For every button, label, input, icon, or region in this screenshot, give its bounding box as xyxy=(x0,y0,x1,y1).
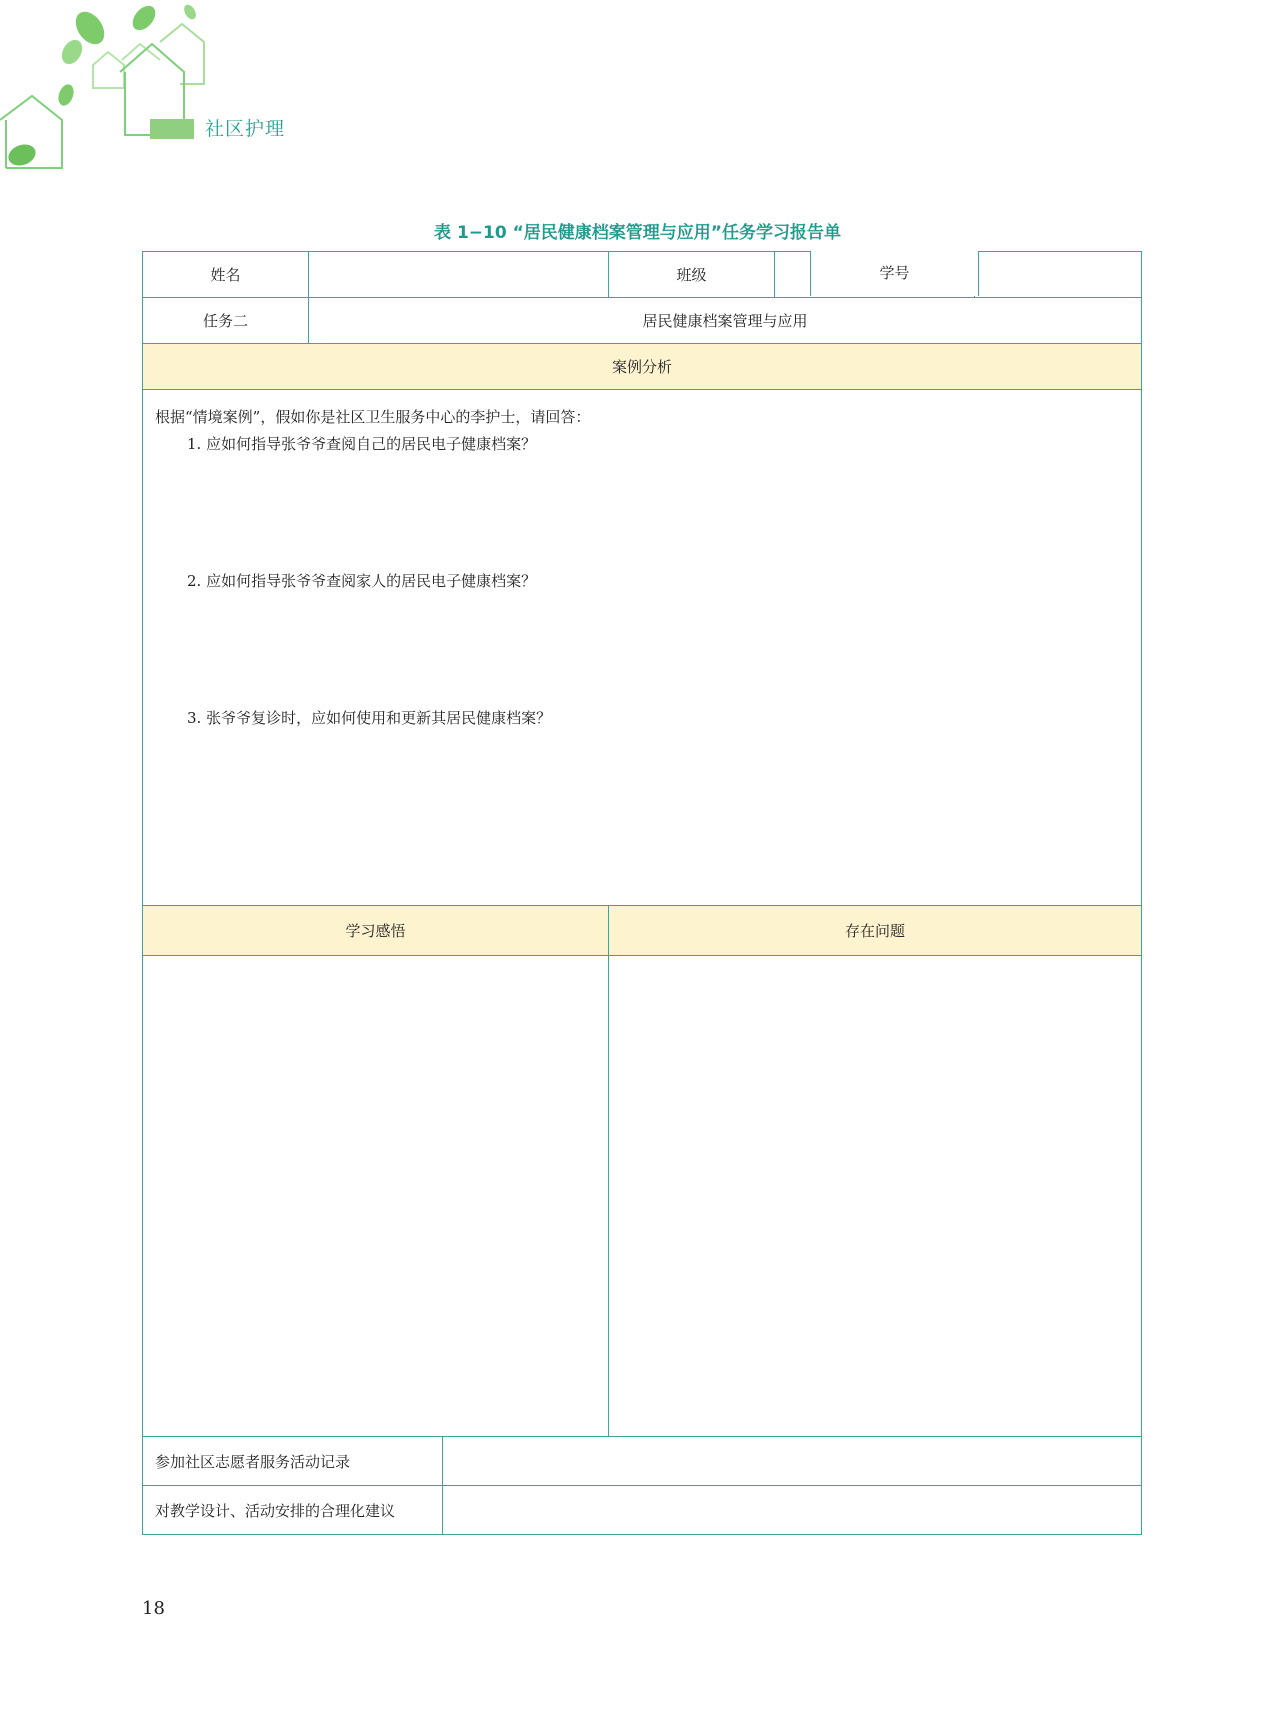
task-label: 任务二 xyxy=(143,298,309,344)
task-report-form xyxy=(142,251,1142,1535)
suggestion-field[interactable] xyxy=(443,1486,1142,1535)
question-1: 1. 应如何指导张爷爷查阅自己的居民电子健康档案？ xyxy=(187,435,537,453)
section-title: 社区护理 xyxy=(205,118,286,140)
suggestion-label: 对教学设计、活动安排的合理化建议 xyxy=(143,1486,443,1535)
section-color-bar xyxy=(150,119,194,139)
student-id-field[interactable] xyxy=(975,252,1142,298)
reflection-field[interactable] xyxy=(143,956,609,1437)
page-number: 18 xyxy=(142,1598,165,1619)
name-field[interactable] xyxy=(309,252,609,298)
case-analysis-area[interactable] xyxy=(143,390,1142,906)
case-analysis-header: 案例分析 xyxy=(143,344,1142,390)
volunteer-record-field[interactable] xyxy=(443,1437,1142,1486)
table-caption: 表 1−10 “居民健康档案管理与应用”任务学习报告单 xyxy=(434,223,841,243)
class-label: 班级 xyxy=(609,252,775,298)
name-label: 姓名 xyxy=(143,252,309,298)
student-id-label: 学号 xyxy=(810,251,979,296)
case-intro: 根据“情境案例”，假如你是社区卫生服务中心的李护士，请回答： xyxy=(155,408,591,426)
volunteer-record-label: 参加社区志愿者服务活动记录 xyxy=(143,1437,443,1486)
question-3: 3. 张爷爷复诊时，应如何使用和更新其居民健康档案？ xyxy=(187,709,552,727)
house-leaf-decoration xyxy=(0,0,260,180)
question-2: 2. 应如何指导张爷爷查阅家人的居民电子健康档案？ xyxy=(187,572,537,590)
issues-header: 存在问题 xyxy=(609,906,1142,956)
issues-field[interactable] xyxy=(609,956,1142,1437)
reflection-header: 学习感悟 xyxy=(143,906,609,956)
task-value: 居民健康档案管理与应用 xyxy=(309,298,1142,344)
